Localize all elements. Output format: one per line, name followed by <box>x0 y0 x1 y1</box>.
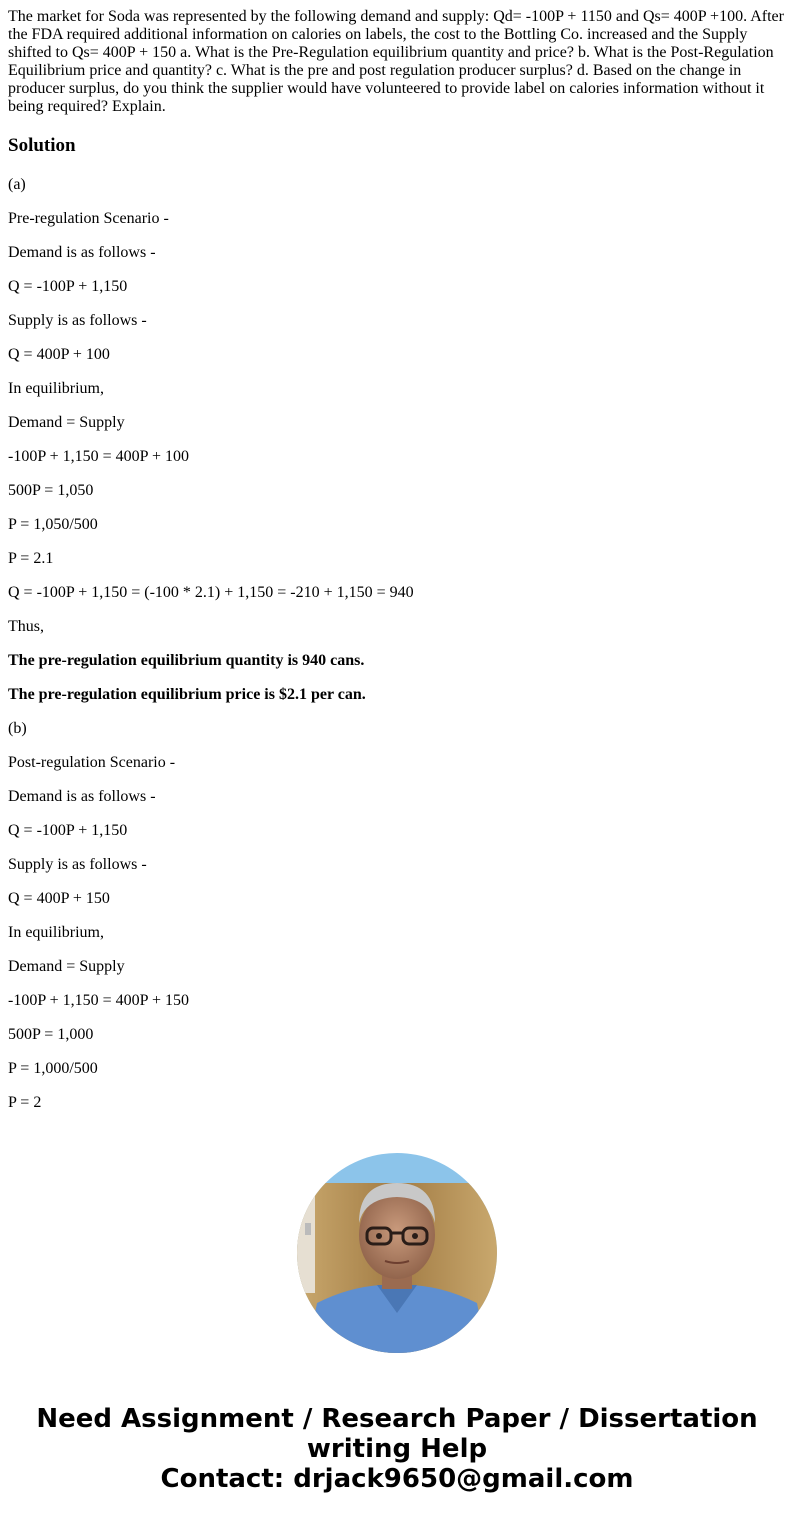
banner-contact[interactable]: Contact: drjack9650@gmail.com <box>160 1464 634 1494</box>
solution-step: In equilibrium, <box>8 380 104 397</box>
solution-step: In equilibrium, <box>8 924 104 941</box>
solution-step: P = 2.1 <box>8 550 54 567</box>
solution-step: The pre-regulation equilibrium quantity is 940 cans. <box>8 652 365 669</box>
solution-step: P = 2 <box>8 1094 42 1111</box>
solution-step: 500P = 1,050 <box>8 482 94 499</box>
solution-step: P = 1,000/500 <box>8 1060 98 1077</box>
contact-banner <box>0 1404 794 1494</box>
solution-step: Q = 400P + 100 <box>8 346 110 363</box>
solution-step: Q = -100P + 1,150 <box>8 822 128 839</box>
solution-step: The pre-regulation equilibrium price is $2.1 per can. <box>8 686 366 703</box>
solution-step: Demand = Supply <box>8 958 125 975</box>
solution-heading: Solution <box>8 135 76 156</box>
solution-step: P = 1,050/500 <box>8 516 98 533</box>
solution-step: Q = -100P + 1,150 = (-100 * 2.1) + 1,150 = -210 + 1,150 = 940 <box>8 584 414 601</box>
question-text: The market for Soda was represented by the following demand and supply: Qd= -100P + 1150 and Qs= 400P +100. After the FDA required additional information on calories on labels, the cost to the Bottling Co. increased and the Supply shifted to Qs= 400P + 150 a. What is the Pre-Regulation equilibrium quantity and price? b. What is the Post-Regulation Equilibrium price and quantity? c. What is the pre and post regulation producer surplus? d. Based on the change in producer surplus, do you think the supplier would have volunteered to provide label on calories information without it being required? Explain. <box>8 8 784 115</box>
solution-step: 500P = 1,000 <box>8 1026 94 1043</box>
solution-step: Supply is as follows - <box>8 312 147 329</box>
solution-step: (a) <box>8 176 26 193</box>
solution-step: Post-regulation Scenario - <box>8 754 176 771</box>
solution-step: Demand is as follows - <box>8 244 156 261</box>
solution-step: (b) <box>8 720 27 737</box>
solution-step: Demand = Supply <box>8 414 125 431</box>
solution-step: Supply is as follows - <box>8 856 147 873</box>
solution-step: Thus, <box>8 618 44 635</box>
solution-step: Demand is as follows - <box>8 788 156 805</box>
solution-step: Q = -100P + 1,150 <box>8 278 128 295</box>
avatar <box>297 1153 497 1353</box>
solution-step: -100P + 1,150 = 400P + 100 <box>8 448 190 465</box>
solution-step: Q = 400P + 150 <box>8 890 110 907</box>
solution-steps <box>8 176 786 1128</box>
banner-line-2: writing Help <box>306 1434 488 1464</box>
avatar-portrait-icon <box>297 1153 497 1353</box>
banner-line-1: Need Assignment / Research Paper / Dissertation <box>36 1404 758 1434</box>
solution-step: Pre-regulation Scenario - <box>8 210 169 227</box>
solution-step: -100P + 1,150 = 400P + 150 <box>8 992 190 1009</box>
